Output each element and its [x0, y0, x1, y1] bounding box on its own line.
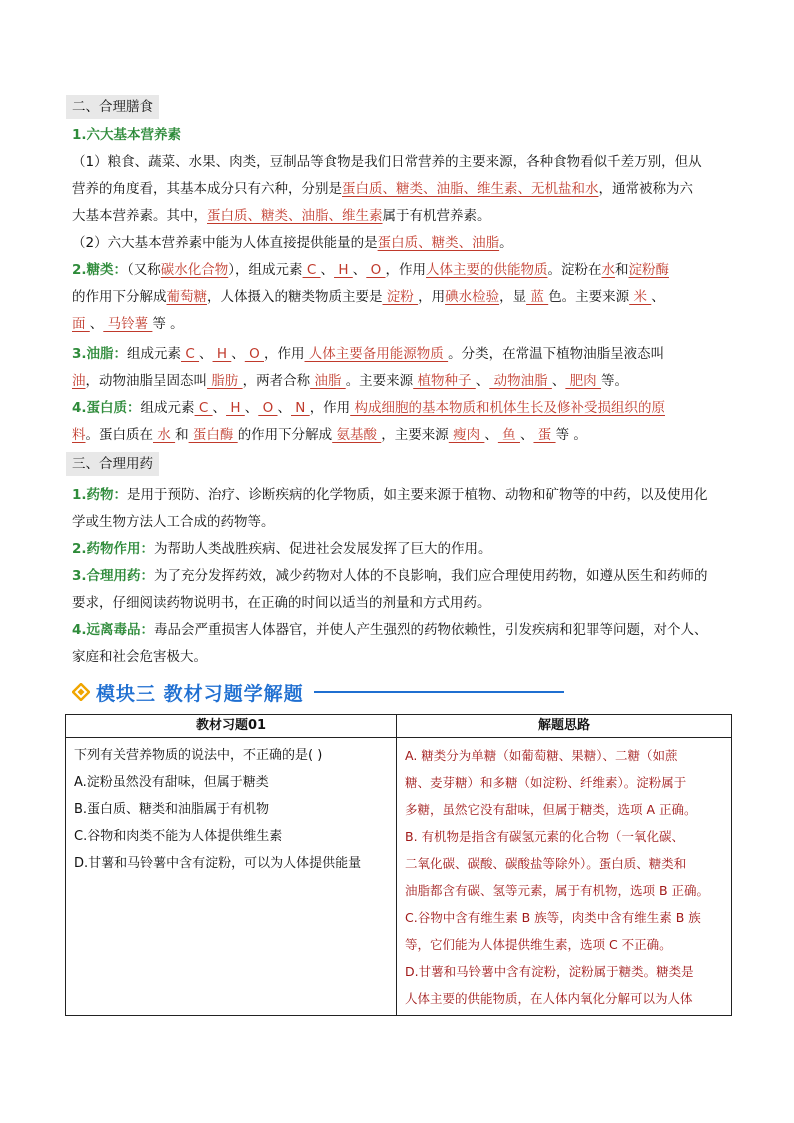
text: 属于有机营养素。 — [382, 208, 491, 224]
text: ，两者合称 — [242, 373, 311, 389]
text: 、 — [484, 427, 498, 443]
text: ，作用 — [309, 400, 351, 416]
answer-blank: 料 — [72, 427, 86, 443]
rational-use-label: 3.合理用药： — [72, 568, 155, 584]
text: 是用于预防、治疗、诊断疾病的化学物质，如主要来源于植物、动物和矿物等的中药，以及使用化 — [127, 487, 708, 503]
answer-blank: 植物种子 — [413, 373, 476, 389]
text: 等。 — [600, 373, 628, 389]
solution-header: 解题思路 — [397, 715, 732, 738]
answer-blank: 葡萄糖 — [166, 289, 207, 305]
text: 、 — [519, 427, 534, 443]
answer-blank: 碘水检验 — [445, 289, 500, 305]
text: 组成元素 — [140, 400, 195, 416]
answer-blank: O — [244, 346, 264, 362]
module-diamond-icon — [72, 683, 90, 701]
text: 等 。 — [555, 427, 587, 443]
answer-blank: C — [181, 346, 200, 362]
answer-blank: 碳水化合物 — [160, 262, 229, 278]
text: 毒品会严重损害人体器官，并使人产生强烈的药物依赖性，引发疾病和犯罪等问题，对个人、 — [154, 622, 708, 638]
text: 。蛋白质在 — [85, 427, 153, 443]
drugs-warning-1 — [72, 617, 728, 644]
text: 、 — [244, 400, 259, 416]
text: 营养的角度看，其基本成分只有六种，分别是 — [72, 181, 342, 197]
text: 。分类，在常温下植物油脂呈液态叫 — [448, 346, 665, 362]
protein-label: 4.蛋白质： — [72, 400, 141, 416]
answer-blank: C — [302, 262, 321, 278]
exercise-table — [65, 714, 732, 1016]
answer-blank: O — [366, 262, 386, 278]
option-b: B.蛋白质、糖类和油脂属于有机物 — [74, 802, 270, 817]
drug-definition-2: 学或生物方法人工合成的药物等。 — [72, 514, 275, 530]
drug-definition-1 — [72, 482, 728, 509]
protein-line-2 — [72, 422, 728, 449]
solution-cell — [397, 738, 732, 1016]
answer-blank: H — [226, 400, 245, 416]
answer-blank: 人体主要的供能物质 — [426, 262, 548, 278]
text: 的作用下分解成 — [72, 289, 167, 305]
text: ），组成元素 — [228, 262, 303, 278]
answer-blank: 瘦肉 — [448, 427, 485, 443]
solution-line: B. 有机物是指含有碳氢元素的化合物（一氧化碳、 — [405, 829, 685, 844]
answer-blank: 米 — [629, 289, 652, 305]
nutrients-text-3 — [72, 203, 728, 230]
text: 。 — [499, 235, 513, 251]
solution-line: 人体主要的供能物质，在人体内氧化分解可以为人体 — [405, 991, 693, 1006]
solution-line: 糖、麦芽糖）和多糖（如淀粉、纤维素）。淀粉属于 — [405, 775, 687, 790]
text: 、 — [199, 346, 213, 362]
answer-blank: 构成细胞的基本物质和机体生长及修补受损组织的原 — [350, 400, 665, 416]
rational-use-1 — [72, 563, 728, 590]
answer-blank: 氨基酸 — [332, 427, 382, 443]
text: 、 — [277, 400, 291, 416]
solution-line: 油脂都含有碳、氢等元素，属于有机物，选项 B 正确。 — [405, 883, 710, 898]
text: 、 — [551, 373, 566, 389]
solution-line: 多糖，虽然它没有甜味，但属于糖类，选项 A 正确。 — [405, 802, 697, 817]
module-header — [72, 680, 564, 704]
module-title: 模块三 教材习题学解题 — [96, 682, 304, 705]
answer-blank: H — [334, 262, 353, 278]
text: ，作用 — [264, 346, 305, 362]
text: ，作用 — [385, 262, 426, 278]
text: 、 — [352, 262, 367, 278]
text: 为了充分发挥药效，减少药物对人体的不良影响，我们应合理使用药物，如遵从医生和药师的 — [154, 568, 708, 584]
answer-blank: 水 — [153, 427, 176, 443]
text: 、 — [475, 373, 490, 389]
drugs-warning-label: 4.远离毒品： — [72, 622, 155, 638]
answer-blank: 脂肪 — [207, 373, 243, 389]
answer-blank: O — [258, 400, 278, 416]
text: 。淀粉在 — [547, 262, 602, 278]
question-cell — [66, 738, 397, 1016]
exercise-header: 教材习题01 — [66, 715, 397, 738]
section-heading-medicine: 三、合理用药 — [66, 452, 159, 476]
answer-blank: 面 — [72, 316, 90, 332]
text: ，动物油脂呈固态叫 — [85, 373, 207, 389]
solution-line: D.甘薯和马铃薯中含有淀粉，淀粉属于糖类。糖类是 — [405, 964, 694, 979]
nutrients-heading: 1.六大基本营养素 — [72, 127, 182, 143]
drug-label: 1.药物： — [72, 487, 128, 503]
option-a: A.淀粉虽然没有甜味，但属于糖类 — [74, 775, 269, 790]
fat-label: 3.油脂： — [72, 346, 128, 362]
energy-nutrients-text — [72, 230, 728, 257]
answer-blank: 油脂 — [310, 373, 346, 389]
text: 和 — [615, 262, 629, 278]
protein-line-1 — [72, 395, 728, 422]
sugar-label: 2.糖类： — [72, 262, 128, 278]
answer-blank: N — [291, 400, 310, 416]
answer-blank: 蛋白质、糖类、油脂 — [377, 235, 500, 251]
answer-blank: 油 — [72, 373, 86, 389]
answer-blank: 蛋白酶 — [188, 427, 238, 443]
text: 、 — [212, 400, 227, 416]
fat-line-1 — [72, 341, 728, 368]
fat-line-2 — [72, 368, 728, 395]
sugar-line-1 — [72, 257, 728, 284]
text: ，通常被称为六 — [598, 181, 693, 197]
answer-blank: 肥肉 — [565, 373, 601, 389]
text: 色。主要来源 — [548, 289, 630, 305]
text: 组成元素 — [127, 346, 182, 362]
answer-blank: 蛋 — [533, 427, 556, 443]
answer-blank: 淀粉 — [382, 289, 419, 305]
nutrients-text-2 — [72, 176, 728, 203]
text: 大基本营养素。其中， — [72, 208, 207, 224]
answer-blank: 水 — [601, 262, 615, 278]
sugar-line-3 — [72, 311, 728, 338]
section-heading-diet: 二、合理膳食 — [66, 95, 159, 119]
text: ，用 — [418, 289, 446, 305]
text: ，主要来源 — [381, 427, 449, 443]
text: （2）六大基本营养素中能为人体直接提供能量的是 — [72, 235, 378, 251]
answer-blank: 蛋白质、糖类、油脂、维生素 — [207, 208, 383, 224]
drug-function — [72, 536, 728, 563]
solution-line: 等，它们能为人体提供维生素，选项 C 不正确。 — [405, 937, 672, 952]
module-divider — [314, 691, 564, 693]
answer-blank: 鱼 — [497, 427, 520, 443]
text: 的作用下分解成 — [237, 427, 333, 443]
answer-blank: 人体主要备用能源物质 — [304, 346, 449, 362]
solution-line: C.谷物中含有维生素 B 族等，肉类中含有维生素 B 族 — [405, 910, 701, 925]
text: ，人体摄入的糖类物质主要是 — [207, 289, 383, 305]
solution-line: 二氧化碳、碳酸、碳酸盐等除外）。蛋白质、糖类和 — [405, 856, 687, 871]
text: ，显 — [499, 289, 527, 305]
text: 和 — [175, 427, 189, 443]
text: 、 — [231, 346, 245, 362]
text: 等 。 — [152, 316, 184, 332]
option-c: C.谷物和肉类不能为人体提供维生素 — [74, 829, 283, 844]
answer-blank: 马铃薯 — [103, 316, 153, 332]
solution-line: A. 糖类分为单糖（如葡萄糖、果糖）、二糖（如蔗 — [405, 748, 678, 763]
text: 为帮助人类战胜疾病、促进社会发展发挥了巨大的作用。 — [154, 541, 492, 557]
sugar-line-2 — [72, 284, 728, 311]
answer-blank: C — [194, 400, 213, 416]
drug-function-label: 2.药物作用： — [72, 541, 155, 557]
nutrients-text-1: （1）粮食、蔬菜、水果、肉类，豆制品等食物是我们日常营养的主要来源，各种食物看似千差万别，但从 — [72, 154, 702, 170]
answer-blank: 动物油脂 — [489, 373, 552, 389]
text: （又称 — [127, 262, 161, 278]
option-d: D.甘薯和马铃薯中含有淀粉，可以为人体提供能量 — [74, 856, 362, 871]
drugs-warning-2: 家庭和社会危害极大。 — [72, 649, 207, 665]
text: 、 — [89, 316, 104, 332]
text: 、 — [320, 262, 335, 278]
question-stem: 下列有关营养物质的说法中，不正确的是( ) — [74, 748, 323, 763]
text: 、 — [651, 289, 665, 305]
answer-blank: 淀粉酶 — [628, 262, 669, 278]
answer-blank: H — [212, 346, 232, 362]
answer-blank: 蓝 — [526, 289, 549, 305]
text: 。主要来源 — [345, 373, 414, 389]
answer-blank: 蛋白质、糖类、油脂、维生素、无机盐和水 — [342, 181, 599, 197]
rational-use-2: 要求，仔细阅读药物说明书，在正确的时间以适当的剂量和方式用药。 — [72, 595, 491, 611]
